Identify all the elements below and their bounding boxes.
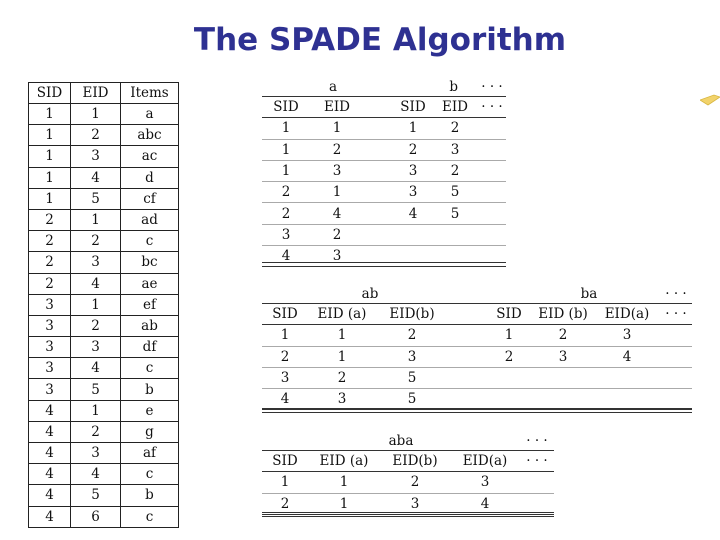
cell-eid: 1 bbox=[71, 294, 121, 315]
cell-eid: 4 bbox=[71, 167, 121, 188]
header-sid: SID bbox=[262, 451, 308, 472]
cell-sid: 4 bbox=[29, 400, 71, 421]
table-cell: 5 bbox=[432, 203, 478, 224]
idlist-two-sequences-table bbox=[262, 285, 692, 410]
cell-sid: 4 bbox=[29, 485, 71, 506]
group-header-row bbox=[262, 432, 554, 451]
table-cell: 4 bbox=[594, 346, 660, 367]
header-items: Items bbox=[121, 83, 179, 104]
cell-sid: 2 bbox=[29, 231, 71, 252]
ellipsis-label: · · · bbox=[665, 286, 687, 302]
group-header-row bbox=[262, 78, 506, 97]
header-eid-b: EID (b) bbox=[532, 304, 594, 325]
header-eid: EID bbox=[310, 97, 364, 118]
cell-sid: 3 bbox=[29, 315, 71, 336]
table-cell: 5 bbox=[376, 389, 448, 410]
cell-items: ef bbox=[121, 294, 179, 315]
table-row bbox=[29, 125, 179, 146]
cell-sid: 1 bbox=[29, 104, 71, 125]
table-cell: 1 bbox=[308, 472, 380, 493]
table-cell bbox=[486, 367, 532, 388]
table-cell: 1 bbox=[308, 493, 380, 514]
table-double-rule bbox=[262, 262, 506, 267]
cell-items: cf bbox=[121, 188, 179, 209]
table-cell: 5 bbox=[376, 367, 448, 388]
table-cell: 1 bbox=[310, 118, 364, 139]
cell-items: c bbox=[121, 506, 179, 527]
cell-sid: 4 bbox=[29, 464, 71, 485]
table-cell: 3 bbox=[376, 346, 448, 367]
cell-items: abc bbox=[121, 125, 179, 146]
cell-eid: 2 bbox=[71, 125, 121, 146]
table-cell: 2 bbox=[262, 182, 310, 203]
cell-eid: 3 bbox=[71, 146, 121, 167]
table-double-rule bbox=[262, 408, 692, 413]
cell-sid: 2 bbox=[29, 252, 71, 273]
table-cell: 2 bbox=[310, 139, 364, 160]
table-row bbox=[29, 188, 179, 209]
table-cell: 1 bbox=[262, 118, 310, 139]
cell-eid: 4 bbox=[71, 358, 121, 379]
table-cell: 1 bbox=[262, 139, 310, 160]
table-row bbox=[262, 325, 692, 346]
cell-sid: 1 bbox=[29, 167, 71, 188]
header-sid: SID bbox=[29, 83, 71, 104]
table-row bbox=[262, 224, 506, 245]
table-cell: 3 bbox=[394, 160, 432, 181]
cell-eid: 5 bbox=[71, 485, 121, 506]
table-row bbox=[262, 182, 506, 203]
group-label-b: b bbox=[449, 79, 458, 95]
table-cell: 3 bbox=[310, 246, 364, 267]
table-cell: 3 bbox=[380, 493, 450, 514]
table-cell: 4 bbox=[450, 493, 520, 514]
ellipsis-label: · · · bbox=[520, 451, 554, 472]
table-row bbox=[262, 139, 506, 160]
table-row bbox=[262, 346, 692, 367]
header-sid: SID bbox=[486, 304, 532, 325]
table-row bbox=[29, 443, 179, 464]
table-cell: 2 bbox=[486, 346, 532, 367]
table-row bbox=[29, 358, 179, 379]
cell-items: ae bbox=[121, 273, 179, 294]
table-cell: 2 bbox=[532, 325, 594, 346]
table-cell bbox=[594, 389, 660, 410]
header-sid: SID bbox=[262, 304, 308, 325]
cell-eid: 3 bbox=[71, 337, 121, 358]
cell-eid: 2 bbox=[71, 315, 121, 336]
table-row bbox=[29, 146, 179, 167]
cell-eid: 4 bbox=[71, 464, 121, 485]
cell-items: ab bbox=[121, 315, 179, 336]
header-eid-a: EID(a) bbox=[450, 451, 520, 472]
cell-eid: 2 bbox=[71, 421, 121, 442]
cell-eid: 1 bbox=[71, 104, 121, 125]
table-cell: 3 bbox=[308, 389, 376, 410]
sequence-database-table bbox=[28, 82, 179, 528]
table-cell bbox=[486, 389, 532, 410]
cell-items: g bbox=[121, 421, 179, 442]
table-cell bbox=[594, 367, 660, 388]
header-eid-b: EID(b) bbox=[380, 451, 450, 472]
cell-items: ac bbox=[121, 146, 179, 167]
table-row bbox=[262, 203, 506, 224]
cell-sid: 3 bbox=[29, 358, 71, 379]
cell-eid: 1 bbox=[71, 400, 121, 421]
cell-sid: 2 bbox=[29, 209, 71, 230]
table-cell: 2 bbox=[432, 118, 478, 139]
table-row bbox=[29, 294, 179, 315]
cell-items: bc bbox=[121, 252, 179, 273]
cell-sid: 1 bbox=[29, 146, 71, 167]
cell-sid: 3 bbox=[29, 337, 71, 358]
table-cell: 1 bbox=[310, 182, 364, 203]
table-row bbox=[29, 464, 179, 485]
table-cell: 4 bbox=[310, 203, 364, 224]
cell-sid: 1 bbox=[29, 125, 71, 146]
table-cell bbox=[432, 224, 478, 245]
header-eid-a: EID (a) bbox=[308, 304, 376, 325]
table-cell: 3 bbox=[432, 139, 478, 160]
cell-items: df bbox=[121, 337, 179, 358]
table-cell: 3 bbox=[310, 160, 364, 181]
group-header-row bbox=[262, 285, 692, 304]
cell-eid: 4 bbox=[71, 273, 121, 294]
table-row bbox=[29, 252, 179, 273]
table-cell: 2 bbox=[376, 325, 448, 346]
table-cell: 1 bbox=[394, 118, 432, 139]
table-row bbox=[29, 231, 179, 252]
group-label-aba: aba bbox=[388, 433, 414, 449]
ellipsis-label: · · · bbox=[481, 79, 503, 95]
cell-eid: 2 bbox=[71, 231, 121, 252]
table-row bbox=[262, 367, 692, 388]
table-cell bbox=[532, 389, 594, 410]
cell-eid: 5 bbox=[71, 379, 121, 400]
table-row bbox=[29, 104, 179, 125]
table-row bbox=[29, 400, 179, 421]
table-cell: 5 bbox=[432, 182, 478, 203]
table-row bbox=[29, 421, 179, 442]
cell-sid: 2 bbox=[29, 273, 71, 294]
cell-items: b bbox=[121, 379, 179, 400]
cell-eid: 3 bbox=[71, 252, 121, 273]
ellipsis-label: · · · bbox=[478, 97, 506, 118]
cell-sid: 3 bbox=[29, 294, 71, 315]
cell-items: d bbox=[121, 167, 179, 188]
table-cell: 2 bbox=[394, 139, 432, 160]
cell-items: e bbox=[121, 400, 179, 421]
header-eid-a: EID(a) bbox=[594, 304, 660, 325]
idlist-three-sequence-table bbox=[262, 432, 554, 515]
table-cell: 3 bbox=[532, 346, 594, 367]
cell-sid: 4 bbox=[29, 506, 71, 527]
cell-items: b bbox=[121, 485, 179, 506]
table-row bbox=[29, 506, 179, 527]
table-row bbox=[262, 160, 506, 181]
table-cell bbox=[532, 367, 594, 388]
table-cell: 3 bbox=[450, 472, 520, 493]
cell-eid: 1 bbox=[71, 209, 121, 230]
table-cell: 3 bbox=[262, 367, 308, 388]
cell-items: c bbox=[121, 231, 179, 252]
ellipsis-label: · · · bbox=[526, 433, 548, 449]
column-header-row bbox=[262, 97, 506, 118]
cell-items: c bbox=[121, 358, 179, 379]
cell-items: af bbox=[121, 443, 179, 464]
table-row bbox=[29, 167, 179, 188]
page-title: The SPADE Algorithm bbox=[193, 22, 567, 58]
table-cell: 1 bbox=[262, 325, 308, 346]
table-cell: 4 bbox=[262, 389, 308, 410]
cell-eid: 5 bbox=[71, 188, 121, 209]
table-cell: 2 bbox=[380, 472, 450, 493]
group-label-ba: ba bbox=[580, 286, 598, 302]
table-row bbox=[29, 485, 179, 506]
table-cell: 2 bbox=[262, 203, 310, 224]
table-cell: 1 bbox=[262, 160, 310, 181]
table-cell: 2 bbox=[262, 346, 308, 367]
cell-sid: 4 bbox=[29, 421, 71, 442]
cell-sid: 3 bbox=[29, 379, 71, 400]
header-sid: SID bbox=[262, 97, 310, 118]
cell-items: c bbox=[121, 464, 179, 485]
table-row bbox=[29, 209, 179, 230]
table-header-row bbox=[29, 83, 179, 104]
table-cell: 2 bbox=[262, 493, 308, 514]
table-row bbox=[29, 315, 179, 336]
header-eid-a: EID (a) bbox=[308, 451, 380, 472]
idlist-single-items-table bbox=[262, 78, 506, 267]
table-cell: 2 bbox=[308, 367, 376, 388]
table-cell: 1 bbox=[262, 472, 308, 493]
group-label-a: a bbox=[328, 79, 338, 95]
cell-items: a bbox=[121, 104, 179, 125]
column-header-row bbox=[262, 451, 554, 472]
header-eid-b: EID(b) bbox=[376, 304, 448, 325]
table-row bbox=[29, 379, 179, 400]
slide-bullet-arrow-icon bbox=[700, 94, 720, 106]
cell-sid: 4 bbox=[29, 443, 71, 464]
ellipsis-label: · · · bbox=[660, 304, 692, 325]
table-cell: 1 bbox=[308, 346, 376, 367]
table-cell: 2 bbox=[432, 160, 478, 181]
table-cell: 3 bbox=[262, 224, 310, 245]
cell-eid: 3 bbox=[71, 443, 121, 464]
table-cell: 4 bbox=[394, 203, 432, 224]
table-cell: 3 bbox=[594, 325, 660, 346]
table-cell: 1 bbox=[308, 325, 376, 346]
table-cell: 2 bbox=[310, 224, 364, 245]
table-cell bbox=[394, 224, 432, 245]
table-cell: 1 bbox=[486, 325, 532, 346]
column-header-row bbox=[262, 304, 692, 325]
header-sid: SID bbox=[394, 97, 432, 118]
table-double-rule bbox=[262, 512, 554, 517]
header-eid: EID bbox=[71, 83, 121, 104]
table-row bbox=[29, 337, 179, 358]
table-row bbox=[262, 389, 692, 410]
header-eid: EID bbox=[432, 97, 478, 118]
table-row bbox=[262, 472, 554, 493]
cell-eid: 6 bbox=[71, 506, 121, 527]
group-label-ab: ab bbox=[361, 286, 379, 302]
table-row bbox=[262, 118, 506, 139]
table-cell: 3 bbox=[394, 182, 432, 203]
table-row bbox=[29, 273, 179, 294]
table-cell: 4 bbox=[262, 246, 310, 267]
cell-sid: 1 bbox=[29, 188, 71, 209]
cell-items: ad bbox=[121, 209, 179, 230]
